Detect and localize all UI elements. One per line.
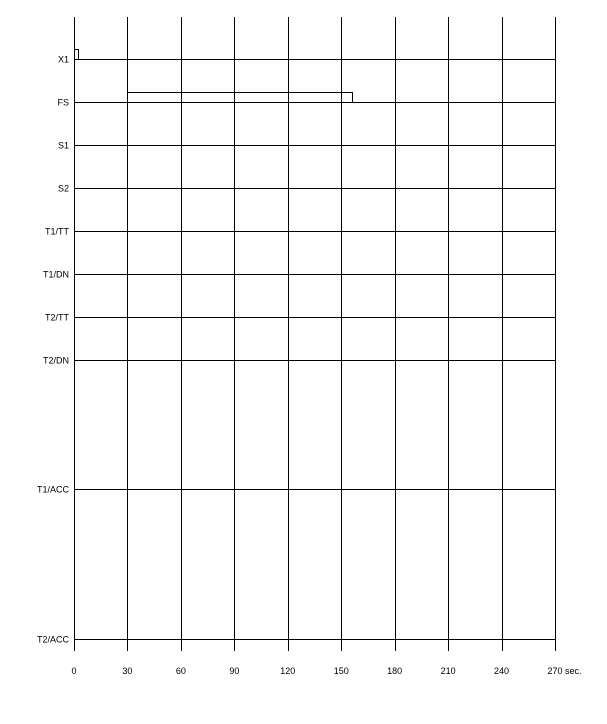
x-tick-label-210: 210: [440, 666, 456, 676]
x-tick-label-90: 90: [229, 666, 240, 676]
signal-label-t2-tt: T2/TT: [45, 312, 69, 323]
signal-row-s1: [58, 141, 555, 151]
x-axis-unit: sec.: [565, 666, 582, 676]
signal-row-fs: [57, 93, 555, 108]
x-tick-label-30: 30: [122, 666, 133, 676]
pulse-fs-0: [128, 93, 353, 103]
vertical-grid: [75, 17, 556, 651]
signal-row-t2-dn: [43, 356, 555, 366]
signal-row-t1-acc: [37, 485, 555, 495]
signal-rows: [37, 50, 555, 645]
signal-row-t2-acc: [37, 635, 555, 645]
signal-label-t2-dn: T2/DN: [42, 355, 69, 366]
signal-label-t2-acc: T2/ACC: [36, 634, 69, 645]
signal-row-s2: [58, 184, 555, 194]
signal-label-t1-dn: T1/DN: [42, 269, 69, 280]
signal-label-s2: S2: [57, 183, 69, 194]
signal-row-x1: [58, 50, 555, 65]
signal-row-t1-dn: [43, 270, 555, 280]
x-tick-label-180: 180: [387, 666, 403, 676]
signal-label-s1: S1: [57, 140, 69, 151]
signal-row-t1-tt: [45, 227, 555, 237]
x-axis: [71, 666, 581, 676]
pulse-x1-0: [75, 50, 79, 60]
signal-label-fs: FS: [57, 97, 69, 108]
x-tick-label-270: 270: [547, 666, 563, 676]
x-tick-label-0: 0: [71, 666, 77, 676]
signal-row-t2-tt: [45, 313, 555, 323]
x-tick-label-150: 150: [333, 666, 349, 676]
signal-label-t1-tt: T1/TT: [45, 226, 69, 237]
x-tick-label-120: 120: [280, 666, 296, 676]
x-tick-label-240: 240: [494, 666, 510, 676]
x-tick-label-60: 60: [175, 666, 186, 676]
signal-label-x1: X1: [57, 54, 69, 65]
signal-label-t1-acc: T1/ACC: [36, 484, 69, 495]
